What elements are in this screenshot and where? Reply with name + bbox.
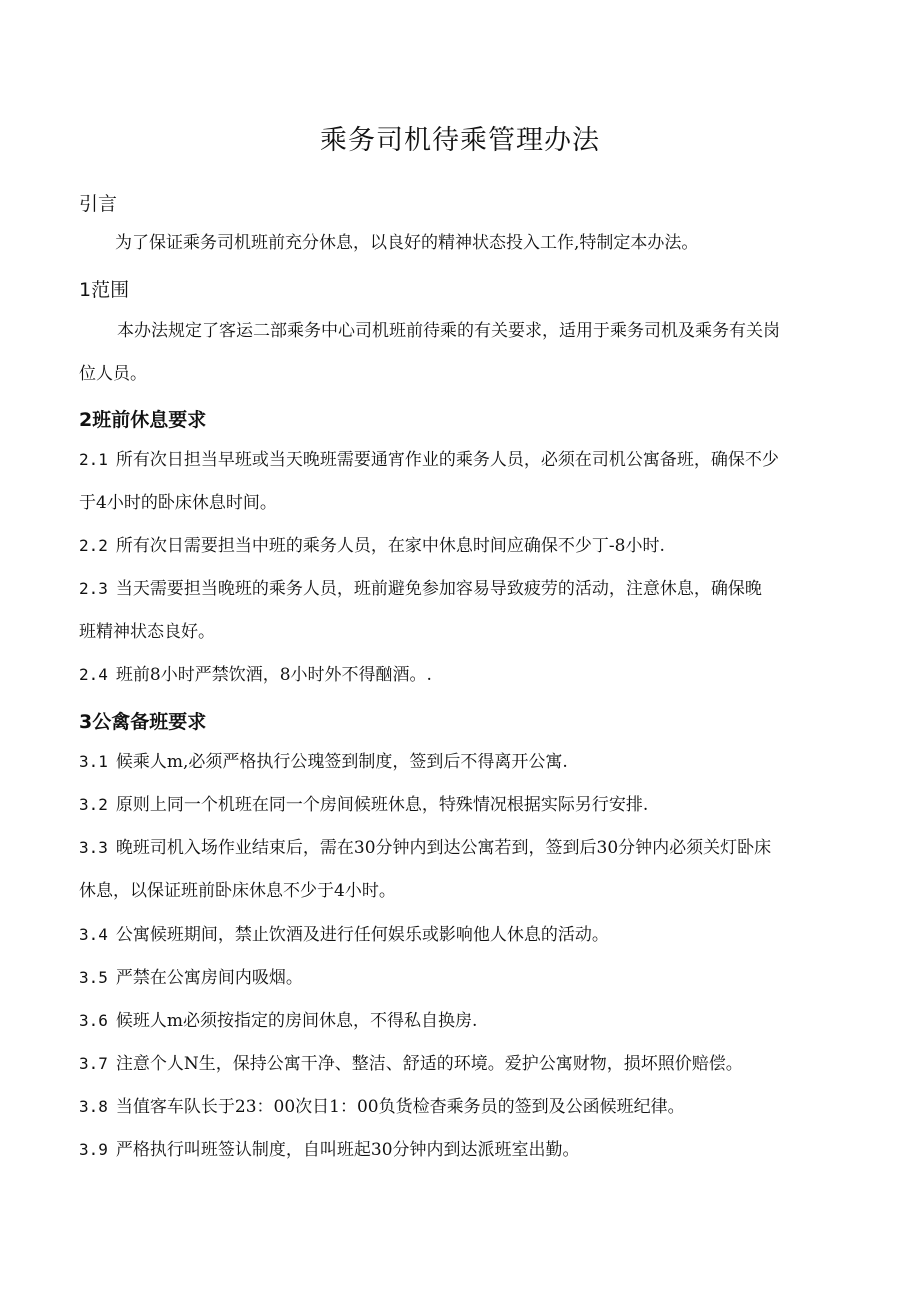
clause-text: 候乘人m,必须严格执行公瑰签到制度，签到后不得离开公寓. bbox=[115, 752, 568, 772]
section-3-heading: 3公禽备班要求 bbox=[79, 711, 207, 733]
clause-text: 严格执行叫班签认制度，自叫班起30分钟内到达派班室出勤。 bbox=[115, 1140, 580, 1160]
clause-number: 3.8 bbox=[79, 1097, 108, 1116]
clause-2-2 bbox=[79, 524, 854, 568]
clause-2-3 bbox=[79, 567, 854, 654]
clause-number: 3.9 bbox=[79, 1140, 108, 1159]
clause-number: 3.1 bbox=[79, 752, 108, 771]
clause-3-2 bbox=[79, 783, 854, 827]
clause-text: 注意个人N生，保持公寓干净、整洁、舒适的环境。爱护公寓财物，损坏照价赔偿。 bbox=[115, 1054, 743, 1074]
clause-text: 当值客车队长于23：00次日1：00负货检杳乘务员的签到及公函候班纪律。 bbox=[115, 1097, 685, 1117]
clause-number: 2.4 bbox=[79, 665, 108, 684]
document-title: 乘务司机待乘管理办法 bbox=[320, 125, 600, 156]
section-1-line: 位人员。 bbox=[79, 364, 147, 384]
clause-number: 2.2 bbox=[79, 536, 108, 555]
clause-2-4 bbox=[79, 653, 854, 697]
clause-3-1 bbox=[79, 740, 854, 784]
clause-3-8 bbox=[79, 1085, 854, 1129]
clause-number: 2.3 bbox=[79, 579, 108, 598]
clause-text: 晚班司机入场作业结束后，需在30分钟内到达公寓若到，签到后30分钟内必须关灯卧床 bbox=[115, 838, 772, 858]
section-2-heading: 2班前休息要求 bbox=[79, 409, 207, 431]
clause-text: 严禁在公寓房间内吸烟。 bbox=[115, 968, 303, 988]
clause-text: 班精神状态良好。 bbox=[79, 622, 215, 642]
intro-text: 为了保证乘务司机班前充分休息，以良好的精神状态投入工作,特制定本办法。 bbox=[115, 233, 699, 253]
clause-text: 公寓候班期间，禁止饮酒及进行任何娱乐或影响他人休息的活动。 bbox=[115, 925, 609, 945]
intro-heading: 引言 bbox=[79, 193, 118, 215]
clause-3-6 bbox=[79, 999, 854, 1043]
section-1-heading: 1范围 bbox=[79, 279, 130, 301]
clause-text: 当天需要担当晚班的乘务人员，班前避免参加容易导致疲劳的活动，注意休息，确保晚 bbox=[115, 579, 762, 599]
clause-3-7 bbox=[79, 1042, 854, 1086]
clause-text: 所有次日需要担当中班的乘务人员，在家中休息时间应确保不少丁-8小时. bbox=[115, 536, 665, 556]
section-1-text bbox=[79, 310, 849, 396]
clause-text: 于4小时的卧床休息时间。 bbox=[79, 493, 277, 513]
clause-3-3 bbox=[79, 826, 854, 913]
clause-3-5 bbox=[79, 956, 854, 1000]
clause-text: 所有次日担当早班或当天晚班需要通宵作业的乘务人员，必须在司机公寓备班，确保不少 bbox=[115, 450, 779, 470]
section-1-line: 本办法规定了客运二部乘务中心司机班前待乘的有关要求，适用于乘务司机及乘务有关岗 bbox=[117, 321, 780, 341]
clause-number: 3.2 bbox=[79, 795, 108, 814]
clause-text: 班前8小时严禁饮酒，8小时外不得酗酒。. bbox=[115, 665, 432, 685]
clause-text: 候班人m必须按指定的房间休息，不得私自换房. bbox=[115, 1011, 478, 1031]
clause-text: 原则上同一个机班在同一个房间候班休息，特殊情况根据实际另行安排. bbox=[115, 795, 649, 815]
clause-3-9 bbox=[79, 1128, 854, 1172]
clause-number: 3.6 bbox=[79, 1011, 108, 1030]
clause-text: 休息，以保证班前卧床休息不少于4小时。 bbox=[79, 881, 396, 901]
clause-number: 3.7 bbox=[79, 1054, 108, 1073]
clause-3-4 bbox=[79, 913, 854, 957]
clause-number: 3.4 bbox=[79, 925, 108, 944]
clause-number: 2.1 bbox=[79, 450, 108, 469]
clause-number: 3.5 bbox=[79, 968, 108, 987]
clause-2-1 bbox=[79, 438, 854, 525]
clause-number: 3.3 bbox=[79, 838, 108, 857]
